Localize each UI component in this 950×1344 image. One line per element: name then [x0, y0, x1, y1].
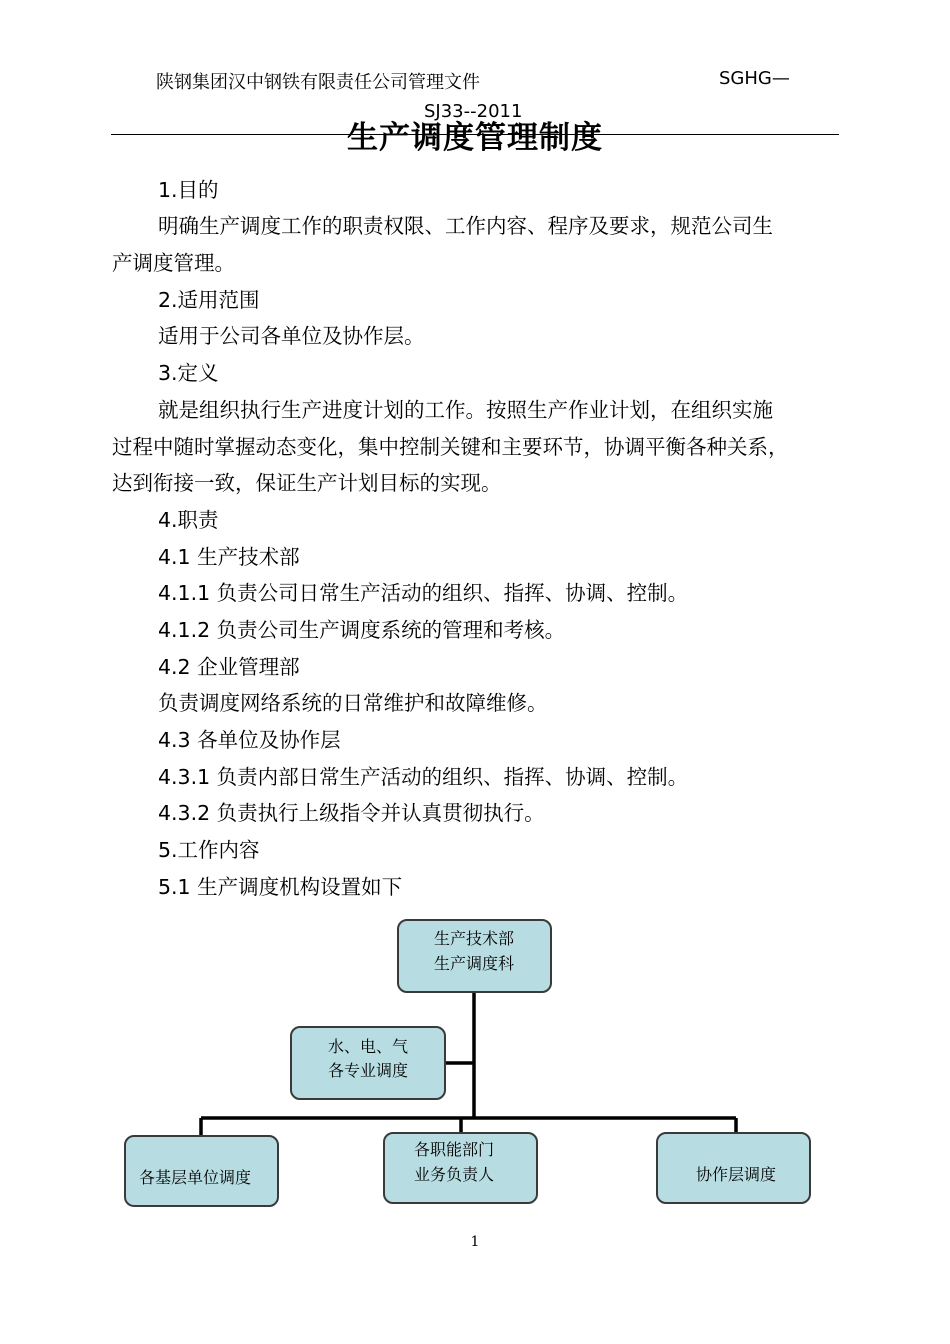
org-box-bottom-right-line1: 协作层调度 — [696, 1165, 777, 1184]
section-5-heading: 5.工作内容 — [158, 838, 260, 862]
section-4-3-2: 4.3.2 负责执行上级指令并认真贯彻执行。 — [158, 801, 545, 825]
section-4-heading: 4.职责 — [158, 508, 219, 532]
section-2-heading: 2.适用范围 — [158, 288, 260, 312]
header-code-suffix: SJ33--2011 — [424, 101, 523, 122]
org-box-top-line1: 生产技术部 — [434, 929, 515, 948]
document-title: 生产调度管理制度 — [347, 120, 603, 156]
section-4-1-heading: 4.1 生产技术部 — [158, 545, 300, 569]
section-4-1-2: 4.1.2 负责公司生产调度系统的管理和考核。 — [158, 618, 566, 642]
org-box-bottom-mid-line1: 各职能部门 — [414, 1140, 495, 1159]
section-1-heading: 1.目的 — [158, 178, 219, 202]
org-box-bottom-mid-line2: 业务负责人 — [414, 1165, 495, 1184]
header-company-doc: 陕钢集团汉中钢铁有限责任公司管理文件 — [156, 72, 480, 93]
section-4-3-1: 4.3.1 负责内部日常生产活动的组织、指挥、协调、控制。 — [158, 765, 689, 789]
section-1-text-line1: 明确生产调度工作的职责权限、工作内容、程序及要求，规范公司生 — [158, 214, 773, 238]
section-3-text-line1: 就是组织执行生产进度计划的工作。按照生产作业计划，在组织实施 — [158, 398, 773, 422]
section-1-text-line2: 产调度管理。 — [112, 251, 235, 275]
org-box-side-line2: 各专业调度 — [328, 1061, 409, 1080]
section-4-1-1: 4.1.1 负责公司日常生产活动的组织、指挥、协调、控制。 — [158, 581, 689, 605]
page-number: 1 — [470, 1234, 480, 1250]
org-box-bottom-left-line1: 各基层单位调度 — [139, 1168, 252, 1187]
section-3-text-line2: 过程中随时掌握动态变化，集中控制关键和主要环节，协调平衡各种关系， — [112, 435, 789, 459]
org-box-side-line1: 水、电、气 — [328, 1037, 409, 1056]
section-4-2-heading: 4.2 企业管理部 — [158, 655, 300, 679]
org-chart-connectors — [201, 992, 736, 1136]
org-box-top-line2: 生产调度科 — [434, 954, 515, 973]
header-code-prefix: SGHG— — [719, 68, 790, 89]
section-4-2-text: 负责调度网络系统的日常维护和故障维修。 — [158, 691, 548, 715]
section-5-1-heading: 5.1 生产调度机构设置如下 — [158, 875, 403, 899]
section-3-text-line3: 达到衔接一致，保证生产计划目标的实现。 — [112, 471, 502, 495]
section-3-heading: 3.定义 — [158, 361, 219, 385]
section-4-3-heading: 4.3 各单位及协作层 — [158, 728, 341, 752]
section-2-text: 适用于公司各单位及协作层。 — [158, 324, 425, 348]
